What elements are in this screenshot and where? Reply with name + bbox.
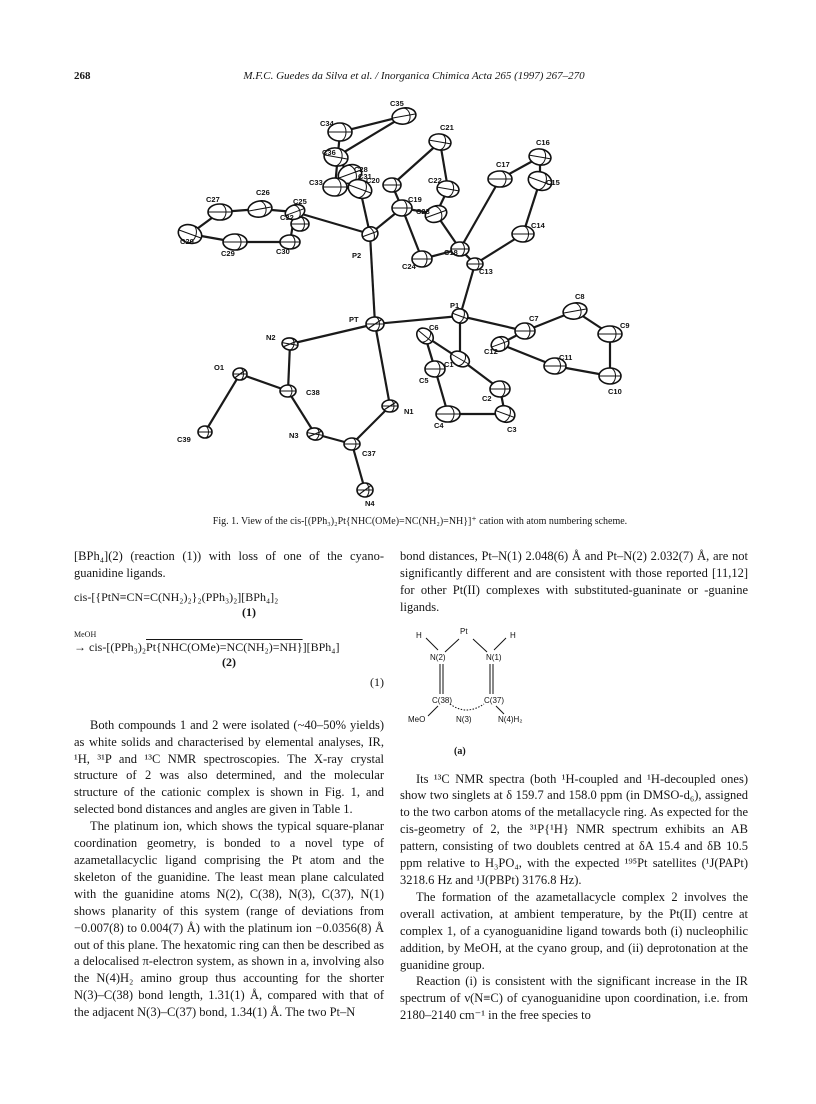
atom-c3 [493, 403, 517, 425]
equation-number: (1) [370, 674, 384, 689]
atom-label-c30: C30 [276, 247, 290, 256]
atom-label-c17: C17 [496, 160, 510, 169]
atom-label-c35: C35 [390, 99, 404, 108]
atom-c17 [488, 171, 512, 187]
atom-n1 [382, 400, 398, 412]
reactant-label: (1) [242, 604, 256, 619]
atom-label-c24: C24 [402, 262, 416, 271]
bond-c37-n1 [352, 406, 390, 444]
atom-n3 [306, 427, 324, 442]
atom-n2 [281, 337, 299, 352]
atom-label-c27: C27 [206, 195, 220, 204]
atom-label-c39: C39 [177, 435, 191, 444]
atom-label-c37: C37 [362, 449, 376, 458]
atom-n4 [357, 483, 373, 497]
paragraph: bond distances, Pt–N(1) 2.048(6) Å and Pt–N(2) 2.032(7) Å, are not significantly different and are consistent with those reported [11,12] for other Pt(II) complexes with substituted-guaninate or -guanine ligands. [400, 549, 748, 614]
atom-label-p2: P2 [352, 251, 362, 260]
atom-label-c25: C25 [293, 197, 307, 206]
atom-label-c38: C38 [306, 388, 320, 397]
reaction-reactant [74, 590, 384, 620]
atom-label-c32: C32 [280, 213, 294, 222]
scheme-label: (a) [454, 745, 466, 757]
atom-c5 [425, 361, 445, 377]
figure-caption: Fig. 1. View of the cis-[(PPh₃)₂Pt{NHC(OMe)=NC(NH₂)=NH}]⁺ cation with atom numbering scheme. [212, 516, 628, 527]
atom-c26 [247, 199, 273, 219]
atom-labels [177, 99, 630, 508]
atom-c20 [383, 178, 401, 192]
atom-c7 [515, 323, 535, 339]
atom-label-n2: N2 [266, 333, 276, 342]
atom-ellipsoids [176, 106, 622, 497]
atom-c33 [323, 178, 347, 196]
bond-pt-p1 [375, 316, 460, 324]
paragraph: Both compounds 1 and 2 were isolated (~40–50% yields) as white solids and characterised by elemental analyses, IR, ¹H, ³¹P and ¹³C NMR spectroscopies. The X-ray crystal structure of 2 was also determined, and the molecular structure of the cationic complex is shown in Fig. 1, and selected bond distances and angles are given in Table 1. [74, 717, 384, 817]
atom-o1 [233, 368, 247, 380]
reaction-condition: MeOH [74, 629, 97, 639]
atom-label-n3: N3 [289, 431, 299, 440]
paragraph: [BPh₄](2) (reaction (1)) with loss of one of the cyano-guanidine ligands. [74, 549, 384, 580]
scheme-n3: N(3) [456, 714, 472, 724]
atom-label-c7: C7 [529, 314, 539, 323]
product-suffix: ][BPh₄] [302, 639, 340, 654]
atom-label-c28: C28 [354, 165, 368, 174]
atom-label-c20: C20 [180, 237, 194, 246]
atom-c38 [280, 385, 296, 397]
atom-label-c4: C4 [434, 421, 444, 430]
atom-c37 [344, 438, 360, 450]
left-column [74, 548, 384, 1021]
paragraph: Reaction (i) is consistent with the significant increase in the IR spectrum of ν(N≡C) of cyanoguanidine upon coordination, i.e. from 2180–2140 cm⁻¹ in the free species to [400, 974, 748, 1023]
bond-c17-c18 [460, 179, 500, 249]
atom-c10 [599, 368, 621, 384]
right-column [400, 548, 748, 1024]
atom-label-c34: C34 [320, 119, 334, 128]
figure-1-ortep [160, 94, 660, 514]
atom-c16 [528, 147, 552, 167]
atom-label-c19: C19 [408, 195, 422, 204]
bond-pt-n2 [290, 324, 375, 344]
bond-o1-c39 [205, 374, 240, 432]
atom-c9 [598, 326, 622, 342]
atom-label-c18: C18 [444, 248, 458, 257]
atom-label-c23: C23 [416, 207, 430, 216]
atom-c2 [490, 381, 510, 397]
scheme-n4h2: N(4)H₂ [498, 714, 523, 724]
atom-label-c36: C36 [322, 148, 336, 157]
atom-label-c31: C31 [358, 172, 372, 181]
atom-label-c13: C13 [479, 267, 493, 276]
journal-citation: M.F.C. Guedes da Silva et al. / Inorganica Chimica Acta 265 (1997) 267–270 [243, 70, 585, 82]
atom-label-c12: C12 [484, 347, 498, 356]
atom-c39 [198, 426, 212, 438]
atom-label-c2: C2 [482, 394, 492, 403]
atom-label-c33: C33 [309, 178, 323, 187]
product-prefix: → cis-[(PPh₃)₂ [74, 639, 147, 654]
atom-label-c21: C21 [440, 123, 454, 132]
atom-label-c26: C26 [256, 188, 270, 197]
atom-c35 [391, 106, 417, 126]
atom-label-c10: C10 [608, 387, 622, 396]
scheme-meo: MeO [408, 714, 426, 724]
atom-label-c15: C15 [546, 178, 560, 187]
scheme-h-left: H [416, 630, 422, 640]
atom-label-c22: C22 [428, 176, 442, 185]
page-header [74, 70, 754, 86]
bond-c38-n3 [288, 391, 315, 434]
atom-label-c14: C14 [531, 221, 545, 230]
atom-label-c5: C5 [419, 376, 429, 385]
atom-label-c20: C20 [366, 176, 380, 185]
page-number: 268 [74, 70, 91, 82]
atom-label-c11: C11 [559, 353, 573, 362]
scheme-n1: N(1) [486, 652, 502, 662]
scheme-n2: N(2) [430, 652, 446, 662]
atom-label-p1: P1 [450, 301, 460, 310]
scheme-pt: Pt [460, 626, 468, 636]
atom-label-o1: O1 [214, 363, 225, 372]
atom-label-c16: C16 [536, 138, 550, 147]
atom-label-c1: C1 [444, 360, 454, 369]
bond-n2-c38 [288, 344, 290, 391]
atom-label-pt: PT [349, 315, 359, 324]
atom-c27 [208, 204, 232, 220]
atom-pt [366, 317, 384, 331]
atom-c29 [223, 234, 247, 250]
atom-label-c8: C8 [575, 292, 585, 301]
scheme-c38: C(38) [432, 695, 453, 705]
product-label: (2) [222, 654, 236, 669]
product-ring: Pt{NHC(OMe)=NC(NH₂)=NH} [146, 639, 303, 654]
scheme-h-right: H [510, 630, 516, 640]
atom-label-c3: C3 [507, 425, 517, 434]
paragraph: The platinum ion, which shows the typical square-planar coordination geometry, is bonded to a novel type of azametallacyclic ligand comprising the Pt atom and the skeleton of the guanidine. The least mean plane calculated with the guanidine atoms N(2), C(38), N(3), C(37), N(1) shows planarity of this system (range of deviations from −0.007(8) to 0.004(7) Å) with the platinum ion −0.0356(8) Å out of this plane. The hexatomic ring can then be described as a delocalised π-electron system, as shown in a, involving also the N(4)H₂ amino group thus accounting for the shorter N(3)–C(38) bond length, 1.31(1) Å, compared with that of the adjacent N(3)–C(37) bond, 1.34(1) Å. The two Pt–N [74, 819, 384, 1020]
atom-label-c9: C9 [620, 321, 630, 330]
bond-pt-p2 [370, 234, 375, 324]
atom-label-c29: C29 [221, 249, 235, 258]
atom-label-c6: C6 [429, 323, 439, 332]
bond-pt-n1 [375, 324, 390, 406]
scheme-a-structure [408, 624, 528, 742]
reactant-formula: cis-[{PtN≡CN=C(NH₂)₂}₂(PPh₃)₂][BPh₄]₂ [74, 589, 279, 604]
reaction-product [74, 640, 384, 670]
atom-label-n1: N1 [404, 407, 414, 416]
atom-c4 [436, 406, 460, 422]
bond-p1-c13 [460, 264, 475, 316]
atom-label-n4: N4 [365, 499, 375, 508]
paragraph: The formation of the azametallacycle complex 2 involves the overall activation, at ambient temperature, by the Pt(II) centre at complex 1, of a cyanoguanidine ligand towards both (i) nucleophilic addition, by MeOH, at the cyano group, and (ii) deprotonation at the guanidine group. [400, 889, 748, 972]
bond-lines [190, 116, 610, 490]
paragraph: Its ¹³C NMR spectra (both ¹H-coupled and ¹H-decoupled ones) show two singlets at δ 159.7 and 158.0 ppm (in DMSO-d₆), assigned to the two carbon atoms of the metallacycle ring. As expected for the cis-geometry of 2, the ³¹P{¹H} NMR spectrum exhibits an AB pattern, consisting of two doublets centred at δA 15.4 and δB 10.5 ppm relative to H₃PO₄, with the expected ¹⁹⁵Pt satellites (¹J(PAPt) 3218.6 Hz and ¹J(PBPt) 3176.8 Hz). [400, 771, 748, 887]
scheme-c37: C(37) [484, 695, 505, 705]
